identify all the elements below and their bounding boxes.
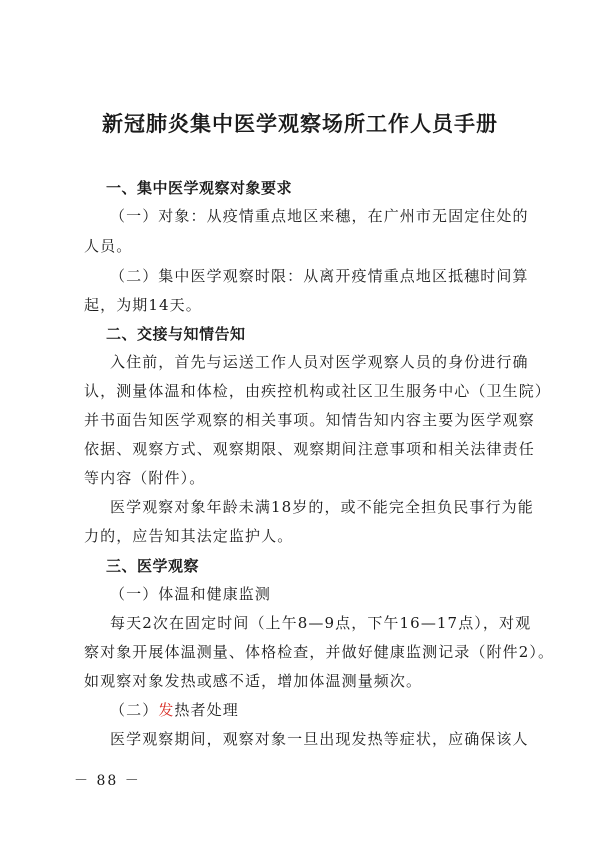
section-1-item-2-line-2: 起，为期14天。 [84, 296, 202, 314]
section-2-para-1-line-4: 依据、观察方式、观察期限、观察期间注意事项和相关法律责任 [84, 440, 535, 458]
section-1-item-2-line-1: （二）集中医学观察时限：从离开疫情重点地区抵穗时间算 [110, 267, 529, 285]
section-2-para-2-line-1: 医学观察对象年龄未满18岁的，或不能完全担负民事行为能 [110, 498, 534, 516]
section-3-subheading-2-highlight: 发 [158, 701, 175, 719]
section-3-subheading-2-prefix: （二） [110, 701, 159, 719]
section-2-para-1-line-3: 并书面告知医学观察的相关事项。知情告知内容主要为医学观察 [84, 411, 535, 429]
section-2-para-1-line-5: 等内容（附件）。 [84, 469, 206, 487]
section-2-para-2-line-2: 力的，应告知其法定监护人。 [84, 527, 294, 545]
document-title: 新冠肺炎集中医学观察场所工作人员手册 [102, 111, 498, 136]
section-2-para-1-line-2: 认，测量体温和体检，由疾控机构或社区卫生服务中心（卫生院） [84, 382, 551, 400]
section-1-item-1-line-1: （一）对象：从疫情重点地区来穗，在广州市无固定住处的 [110, 207, 529, 225]
section-3-para-2-line-1: 医学观察期间，观察对象一旦出现发热等症状，应确保该人 [110, 730, 529, 748]
section-2-heading: 二、交接与知情告知 [106, 325, 246, 343]
section-3-para-1-line-3: 如观察对象发热或感不适，增加体温测量频次。 [84, 672, 423, 690]
page-number: － 88 － [74, 773, 141, 789]
section-2-para-1-line-1: 入住前，首先与运送工作人员对医学观察人员的身份进行确 [110, 353, 529, 371]
section-3-subheading-1: （一）体温和健康监测 [110, 585, 272, 603]
section-3-subheading-2-suffix: 热者处理 [174, 701, 239, 719]
section-1-heading: 一、集中医学观察对象要求 [106, 179, 293, 197]
section-3-para-1-line-2: 察对象开展体温测量、体格检查，并做好健康监测记录（附件2）。 [84, 643, 555, 661]
section-3-subheading-2 [110, 699, 239, 720]
section-1-item-1-line-2: 人员。 [84, 237, 133, 255]
section-3-para-1-line-1: 每天2次在固定时间（上午8—9点，下午16—17点），对观 [110, 614, 532, 632]
section-3-heading: 三、医学观察 [106, 557, 200, 575]
